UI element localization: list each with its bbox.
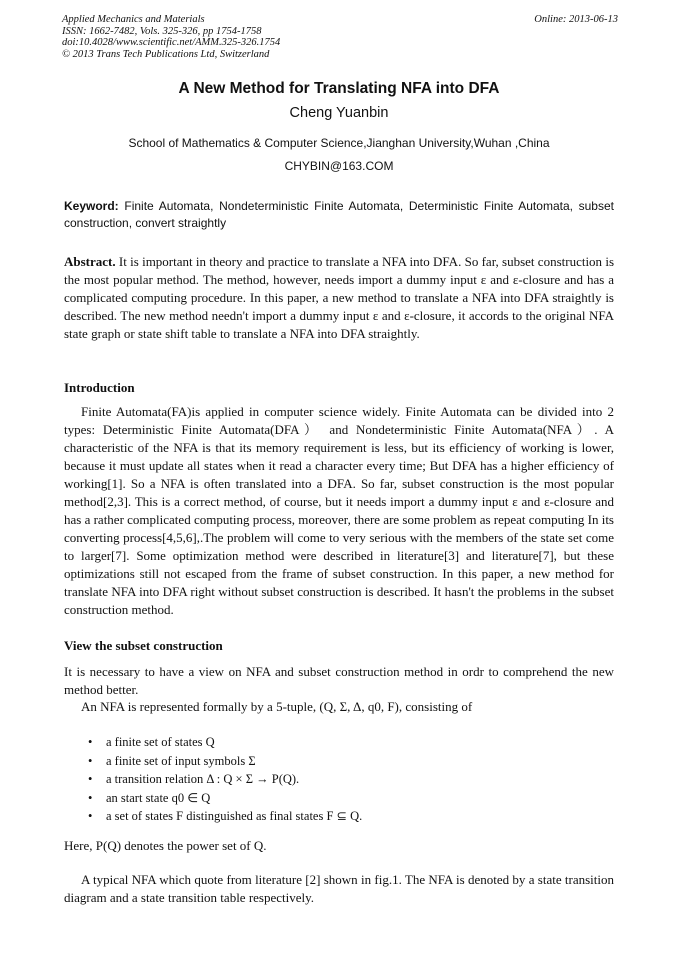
keywords-label: Keyword: [64, 199, 119, 213]
subset-paragraph-1: It is necessary to have a view on NFA and subset construction method in ordr to comprehend the new method better. [64, 664, 614, 697]
list-item: • a set of states F distinguished as final states F ⊆ Q. [106, 807, 362, 826]
online-date: Online: 2013-06-13 [534, 14, 618, 25]
abstract [64, 253, 614, 343]
bullet-icon: • [88, 753, 93, 768]
list-item: • an start state q0 ∈ Q [106, 789, 362, 808]
author-email: CHYBIN@163.COM [284, 159, 394, 173]
affiliation: School of Mathematics & Computer Science,Jianghan University,Wuhan ,China [128, 136, 550, 150]
author-name: Cheng Yuanbin [289, 105, 389, 121]
bullet-icon: • [88, 809, 93, 824]
bullet-icon: • [88, 735, 93, 749]
introduction-paragraph: Finite Automata(FA)is applied in computer science widely. Finite Automata can be divided into 2 types: Deterministic Finite Automata(DFA） and Nondeterministic Finite Automata(NFA）. A characteristic of the NFA is that its memory requirement is less, but its efficiency of working is lower, because it must update all states when it read a character every time; But DFA has a higher efficiency of working[1]. So a NFA is often translated into a DFA. So far, subset construction is the most popular method[2,3]. This is a correct method, of course, but it needs import a dummy input ε and ε-closure and has a rather complicated computing process, moreover, there are some problem as repeat computing In its converting process[4,5,6],.The problem will come to very serious with the members of the state set come to larger[7]. Some optimization method were described in literature[3] and literature[7], but these optimizations still not escaped from the frame of subset construction. In this paper, a new method for translate NFA into DFA right without subset construction is described. It hasn't the problems in the subset construction method. [64, 404, 614, 617]
typical-nfa-paragraph: A typical NFA which quote from literature [2] shown in fig.1. The NFA is denoted by a state transition diagram and a state transition table respectively. [64, 872, 614, 905]
bullet-icon: • [88, 772, 93, 787]
bullet-icon: • [88, 790, 93, 805]
copyright-line: © 2013 Trans Tech Publications Ltd, Switzerland [62, 48, 270, 60]
nfa-tuple-list [88, 733, 362, 826]
abstract-text: It is important in theory and practice to translate a NFA into DFA. So far, subset construction is the most popular method. The method, however, needs import a dummy input ε and ε-closure and has a complicated computing procedure. In this paper, a new method to translate a NFA into DFA straightly is described. The new method needn't import a dummy input ε and ε-closure, it accords to the original NFA state graph or state shift table to translate a NFA into DFA straightly. [64, 254, 615, 341]
section-heading-introduction: Introduction [64, 380, 135, 395]
abstract-label: Abstract. [64, 254, 116, 269]
keywords-text: Finite Automata, Nondeterministic Finite Automata, Deterministic Finite Automata, subset construction, convert straightly [64, 199, 614, 230]
section-heading-subset: View the subset construction [64, 638, 223, 653]
subset-paragraph-2: An NFA is represented formally by a 5-tuple, (Q, Σ, Δ, q0, F), consisting of [81, 699, 473, 714]
journal-header [62, 14, 618, 60]
journal-name: Applied Mechanics and Materials [62, 14, 205, 25]
list-item: • a finite set of input symbols Σ [106, 752, 362, 771]
list-item: • a finite set of states Q [106, 733, 362, 752]
powerset-paragraph: Here, P(Q) denotes the power set of Q. [64, 838, 267, 853]
issn-line: ISSN: 1662-7482, Vols. 325-326, pp 1754-1758 [62, 25, 262, 37]
paper-title: A New Method for Translating NFA into DFA [178, 80, 500, 97]
list-item: • a transition relation Δ : Q × Σ → P(Q). [106, 770, 362, 789]
keywords [64, 198, 614, 232]
doi-line: doi:10.4028/www.scientific.net/AMM.325-326.1754 [62, 37, 281, 49]
